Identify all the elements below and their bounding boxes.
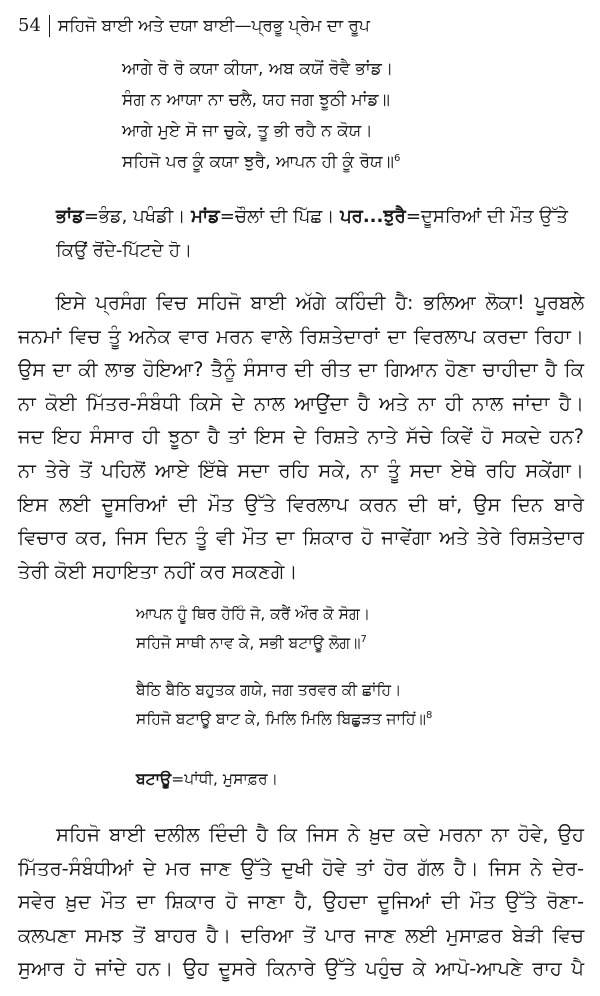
verse-line-text: ਸਹਿਜੋ ਪਰ ਕੂੰ ਕਯਾ ਝੁਰੈ, ਆਪਨ ਹੀ ਕੂੰ ਰੋਯ॥: [122, 152, 394, 172]
gloss-meaning: =ਦੂਸਰਿਆਂ ਦੀ ਮੌਤ ਉੱਤੇ: [405, 206, 568, 227]
paragraph-2: [18, 818, 584, 986]
verse-line: [136, 629, 370, 658]
glossary-line: ਕਿਉਂ ਰੋਂਦੇ-ਪਿੱਟਦੇ ਹੋ।: [56, 240, 193, 261]
paragraph-line: ਨਾ ਕੋਈ ਮਿੱਤਰ-ਸੰਬੰਧੀ ਕਿਸੇ ਦੇ ਨਾਲ ਆਉਂਦਾ ਹੈ ਅਤੇ ਨਾ ਹੀ ਨਾਲ ਜਾਂਦਾ ਹੈ।: [18, 391, 584, 415]
header-divider: [49, 15, 50, 37]
verse-line: ਆਗੇ ਮੁਏ ਸੋ ਜਾ ਚੁਕੇ, ਤੂ ਭੀ ਰਹੈ ਨ ਕੋਯ।: [122, 121, 373, 141]
footnote-ref: 8: [425, 710, 433, 721]
glossary-note-1: [56, 200, 578, 268]
verse-block-2: [136, 600, 370, 658]
glossary-line: [56, 200, 578, 234]
paragraph-line: ਸਹਿਜੋ ਬਾਈ ਦਲੀਲ ਦਿੰਦੀ ਹੈ ਕਿ ਜਿਸ ਨੇ ਖ਼ੁਦ ਕਦੇ ਮਰਨਾ ਨਾ ਹੋਵੇ, ਉਹ: [56, 823, 584, 846]
page-number: 54: [18, 15, 41, 36]
paragraph-line: ਤੇਰੀ ਕੋਈ ਸਹਾਇਤਾ ਨਹੀਂ ਕਰ ਸਕਣਗੇ।: [18, 559, 298, 583]
running-title: ਸਹਿਜੋ ਬਾਈ ਅਤੇ ਦਯਾ ਬਾਈ—ਪ੍ਰਭੂ ਪ੍ਰੇਮ ਦਾ ਰੂਪ: [57, 16, 370, 36]
gloss-meaning: =ਪਾਂਧੀ, ਮੁਸਾਫ਼ਰ।: [171, 770, 279, 788]
paragraph-1: [18, 286, 584, 588]
gloss-meaning: =ਚੌਲਾਂ ਦੀ ਪਿੱਛ।: [219, 206, 341, 227]
paragraph-line: ਮਿੱਤਰ-ਸੰਬੰਧੀਆਂ ਦੇ ਮਰ ਜਾਣ ਉੱਤੇ ਦੁਖੀ ਹੋਵੇ ਤਾਂ ਹੋਰ ਗੱਲ ਹੈ। ਜਿਸ ਨੇ ਦੇਰ-: [18, 856, 584, 880]
paragraph-line: ਕਲਪਣਾ ਸਮਝ ਤੋਂ ਬਾਹਰ ਹੈ। ਦਰਿਆ ਤੋਂ ਪਾਰ ਜਾਣ ਲਈ ਮੁਸਾਫ਼ਰ ਬੇੜੀ ਵਿਚ: [18, 923, 584, 947]
paragraph-line: ਉਸ ਦਾ ਕੀ ਲਾਭ ਹੋਇਆ? ਤੈਨੂੰ ਸੰਸਾਰ ਦੀ ਰੀਤ ਦਾ ਗਿਆਨ ਹੋਣਾ ਚਾਹੀਦਾ ਹੈ ਕਿ: [18, 358, 584, 382]
paragraph-line: ਜਨਮਾਂ ਵਿਚ ਤੂੰ ਅਨੇਕ ਵਾਰ ਮਰਨ ਵਾਲੇ ਰਿਸ਼ਤੇਦਾਰਾਂ ਦਾ ਵਿਰਲਾਪ ਕਰਦਾ ਰਿਹਾ।: [18, 324, 584, 348]
paragraph-line: ਇਸੇ ਪ੍ਰਸੰਗ ਵਿਚ ਸਹਿਜੋ ਬਾਈ ਅੱਗੇ ਕਹਿੰਦੀ ਹੈ: ਭਲਿਆ ਲੋਕਾ! ਪੂਰਬਲੇ: [56, 291, 584, 314]
gloss-term: ਪਰ...ਝੁਰੈ: [340, 206, 406, 227]
verse-block-1: [122, 54, 400, 178]
footnote-ref: 7: [360, 634, 367, 645]
footnote-ref: 6: [393, 153, 401, 164]
verse-line: [122, 147, 400, 178]
paragraph-line: ਇਸ ਲਈ ਦੂਸਰਿਆਂ ਦੀ ਮੌਤ ਉੱਤੇ ਵਿਰਲਾਪ ਕਰਨ ਦੀ ਥਾਂ, ਉਸ ਦਿਨ ਬਾਰੇ: [18, 492, 584, 516]
gloss-term: ਭਾਂਡ: [56, 206, 84, 227]
verse-block-3: [136, 676, 432, 734]
gloss-term: ਬਟਾਊ: [136, 770, 172, 788]
gloss-term: ਮਾਂਡ: [191, 206, 220, 227]
paragraph-line: ਵਿਚਾਰ ਕਰ, ਜਿਸ ਦਿਨ ਤੂੰ ਵੀ ਮੌਤ ਦਾ ਸ਼ਿਕਾਰ ਹੋ ਜਾਵੇਂਗਾ ਅਤੇ ਤੇਰੇ ਰਿਸ਼ਤੇਦਾਰ: [18, 526, 584, 550]
verse-line-text: ਸਹਿਜੋ ਸਾਥੀ ਨਾਵ ਕੇ, ਸਭੀ ਬਟਾਊ ਲੋਗ॥: [136, 634, 361, 652]
gloss-meaning: =ਭੰਡ, ਪਖੰਡੀ।: [83, 206, 192, 227]
paragraph-line: ਸਵੇਰ ਖ਼ੁਦ ਮੌਤ ਦਾ ਸ਼ਿਕਾਰ ਹੋ ਜਾਣਾ ਹੈ, ਉਹਦਾ ਦੂਜਿਆਂ ਦੀ ਮੌਤ ਉੱਤੇ ਰੋਣਾ-: [18, 890, 584, 914]
verse-line: ਆਗੇ ਰੋ ਰੋ ਕਯਾ ਕੀਯਾ, ਅਬ ਕਯੋਂ ਰੋਵੈ ਭਾਂਡ।: [122, 59, 394, 79]
verse-line: ਬੈਠਿ ਬੈਠਿ ਬਹੁਤਕ ਗਯੇ, ਜਗ ਤਰਵਰ ਕੀ ਛਾਂਹਿ।: [136, 681, 402, 699]
verse-line: [136, 705, 432, 734]
verse-line: ਸੰਗ ਨ ਆਯਾ ਨਾ ਚਲੈ, ਯਹ ਜਗ ਝੂਠੀ ਮਾਂਡ॥: [122, 90, 391, 110]
paragraph-line: ਸੁਆਰ ਹੋ ਜਾਂਦੇ ਹਨ। ਉਹ ਦੂਸਰੇ ਕਿਨਾਰੇ ਉੱਤੇ ਪਹੁੰਚ ਕੇ ਆਪੋ-ਆਪਣੇ ਰਾਹ ਪੈ: [18, 957, 584, 981]
paragraph-line: ਨਾ ਤੇਰੇ ਤੋਂ ਪਹਿਲੋਂ ਆਏ ਇੱਥੇ ਸਦਾ ਰਹਿ ਸਕੇ, ਨਾ ਤੂੰ ਸਦਾ ਏਥੇ ਰਹਿ ਸਕੇਂਗਾ।: [18, 458, 584, 482]
running-header: [18, 14, 590, 38]
glossary-note-2: [136, 762, 578, 796]
verse-line-text: ਸਹਿਜੋ ਬਟਾਊ ਬਾਟ ਕੇ, ਮਿਲਿ ਮਿਲਿ ਬਿਛੁੜਤ ਜਾਹਿਂ॥: [136, 710, 426, 728]
paragraph-line: ਜਦ ਇਹ ਸੰਸਾਰ ਹੀ ਝੂਠਾ ਹੈ ਤਾਂ ਇਸ ਦੇ ਰਿਸ਼ਤੇ ਨਾਤੇ ਸੱਚੇ ਕਿਵੇਂ ਹੋ ਸਕਦੇ ਹਨ?: [18, 425, 584, 449]
verse-line: ਆਪਨ ਹੂੰ ਥਿਰ ਹੋਹਿੰ ਜੋ, ਕਰੈਂ ਔਰ ਕੋ ਸੋਗ।: [136, 605, 371, 623]
